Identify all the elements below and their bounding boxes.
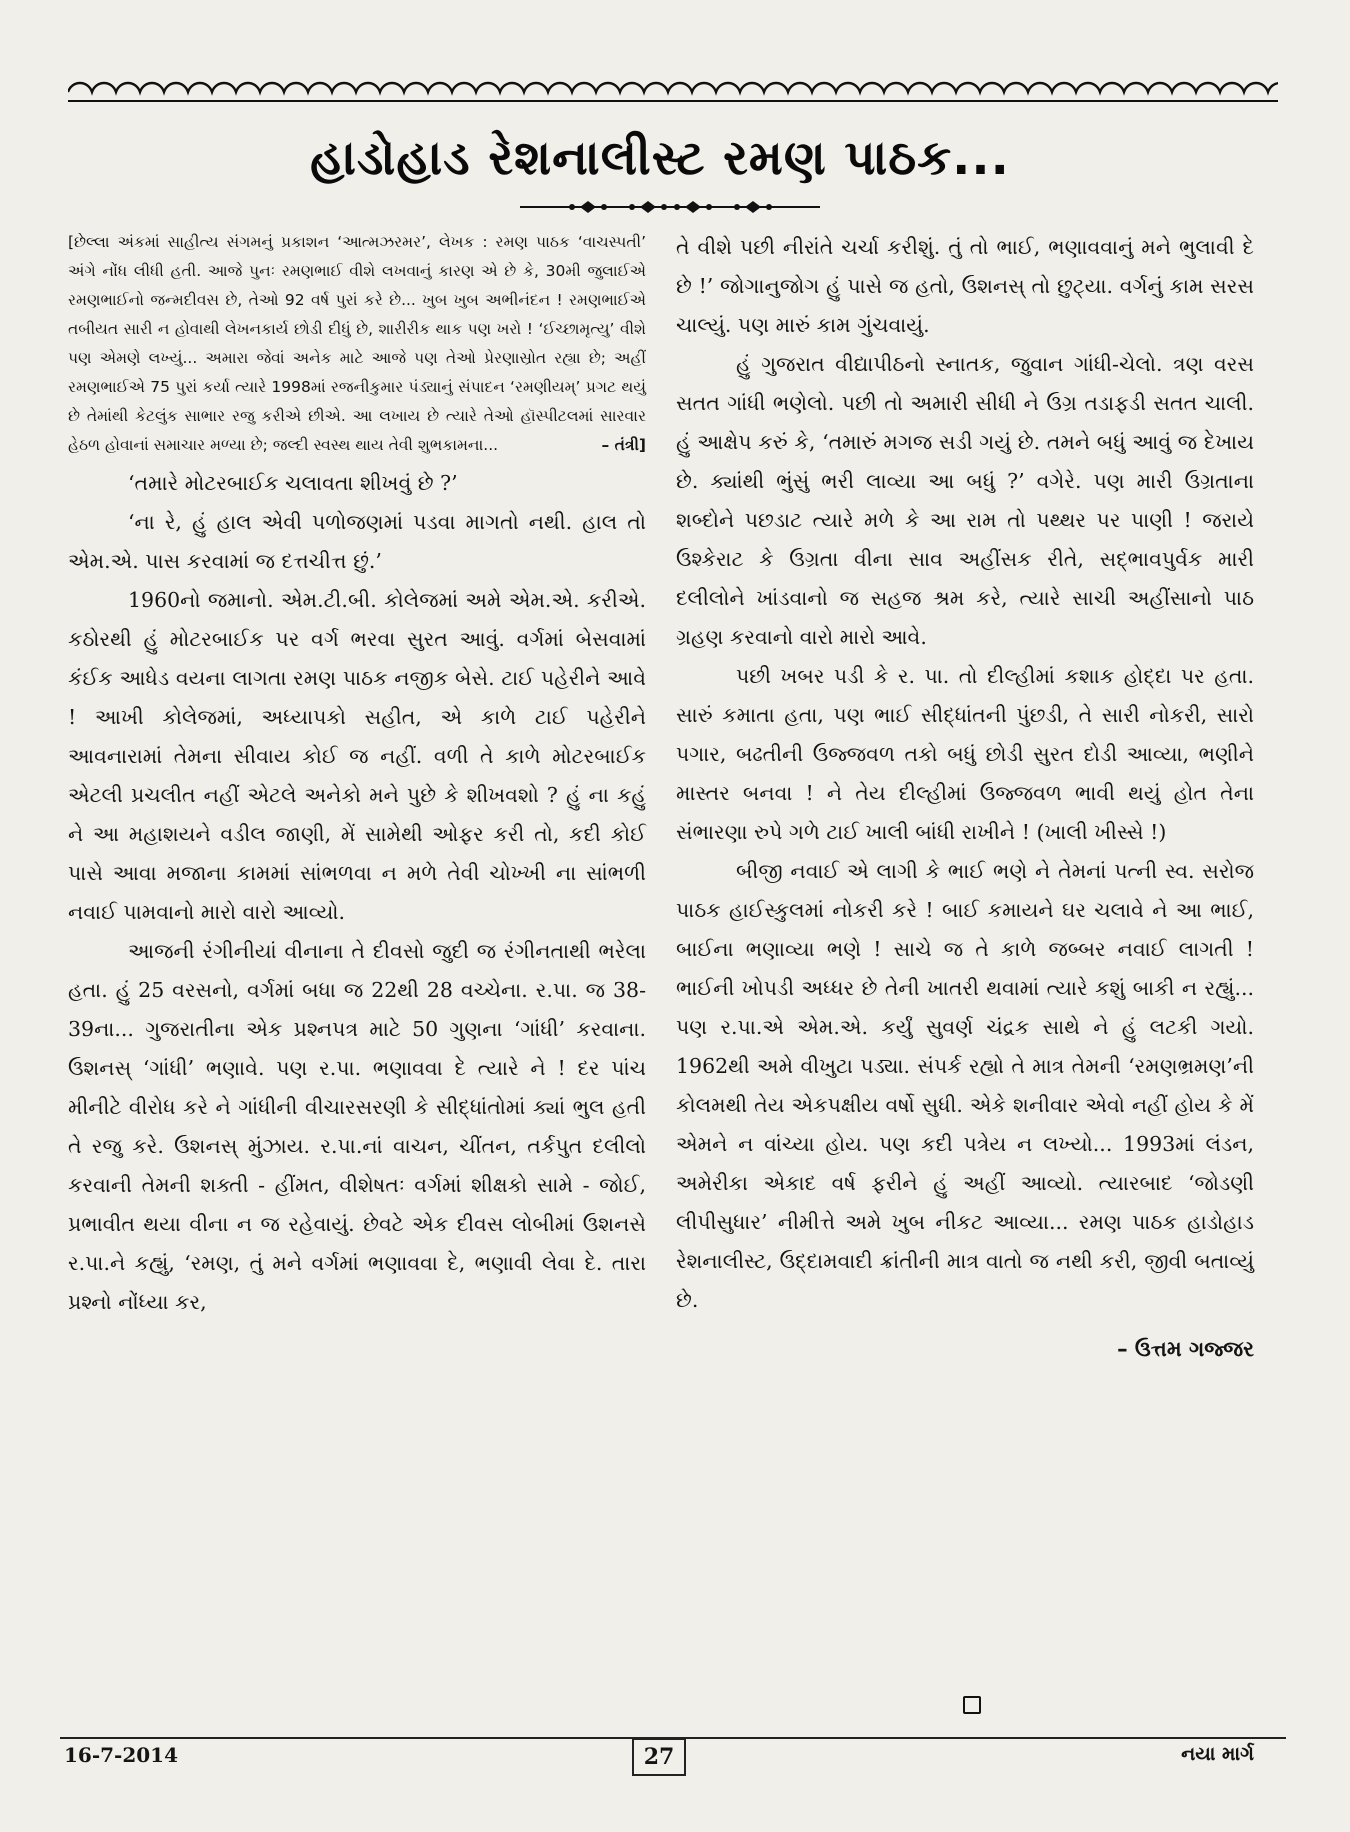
paragraph: પછી ખબર પડી કે ર. પા. તો દીલ્હીમાં કશાક હોદ્દા પર હતા. સારું કમાતા હતા, પણ ભાઈ સીદ્ધાંતની પુંછડી, તે સારી નોકરી, સારો પગાર, બઢતીની ઉજ્જવળ તકો બધું છોડી સુરત દોડી આવ્યા, ભણીને માસ્તર બનવા ! ને તેય દીલ્હીમાં ઉજ્જવળ ભાવી થયું હોત તેના સંભારણા રુપે ગળે ટાઈ ખાલી બાંધી રાખીને ! (ખાલી ખીસ્સે !) — [676, 664, 1254, 844]
article-title: હાડોહાડ રેશનાલીસ્ટ રમણ પાઠક... — [310, 130, 1010, 186]
paragraph: 1960નો જમાનો. એમ.ટી.બી. કોલેજમાં અમે એમ.એ. કરીએ. કઠોરથી હું મોટરબાઈક પર વર્ગ ભરવા સુરત આવું. વર્ગમાં બેસવામાં કંઈક આધેડ વયના લાગતા રમણ પાઠક નજીક બેસે. ટાઈ પહેરીને આવે ! આખી કોલેજમાં, અધ્યાપકો સહીત, એ કાળે ટાઈ પહેરીને આવનારામાં તેમના સીવાય કોઈ જ નહીં. વળી તે કાળે મોટરબાઈક એટલી પ્રચલીત નહીં એટલે અનેકો મને પુછે કે શીખવશો ? હું ના કહું ને આ મહાશયને વડીલ જાણી, મેં સામેથી ઓફર કરી તો, કદી કોઈ પાસે આવા મજાના કામમાં સાંભળવા ન મળે તેવી ચોખ્ખી ના સાંભળી નવાઈ પામવાનો મારો વારો આવ્યો. — [68, 588, 646, 924]
editor-signature: – તંત્રી] — [601, 436, 646, 454]
paragraph: ‘ના રે, હું હાલ એવી પળોજણમાં પડવા માગતો નથી. હાલ તો એમ.એ. પાસ કરવામાં જ દત્તચીત્ત છું.’ — [68, 510, 646, 573]
decorative-wave-border — [68, 80, 1278, 104]
editor-note: [છેલ્લા અંકમાં સાહીત્ય સંગમનું પ્રકાશન ‘આત્મઝરમર’, લેખક : રમણ પાઠક ‘વાચસ્પતી’ અંગે નોંધ લીધી હતી. આજે પુનઃ રમણભાઈ વીશે લખવાનું કારણ એ છે કે, 30મી જુલાઈએ રમણભાઈનો જન્મદીવસ છે, તેઓ 92 વર્ષ પુરાં કરે છે... ખુબ ખુબ અભીનંદન ! રમણભાઈએ તબીયત સારી ન હોવાથી લેખનકાર્ય છોડી દીધું છે, શારીરીક થાક પણ ખરો ! ‘ઈચ્છામૃત્યુ’ વીશે પણ એમણે લખ્યું... અમારા જેવાં અનેક માટે આજે પણ તેઓ પ્રેરણાસ્રોત રહ્યા છે; અહીં રમણભાઈએ 75 પુરાં કર્યા ત્યારે 1998માં રજનીકુમાર પંડ્યાનું સંપાદન ‘રમણીયમ્’ પ્રગટ થયું છે તેમાંથી કેટલુંક સાભાર રજુ કરીએ છીએ. આ લખાય છે ત્યારે તેઓ હૉસ્પીટલમાં સારવાર હેઠળ હોવાનાં સમાચાર મળ્યા છે; જલ્દી સ્વસ્થ થાય તેવી શુભકામના... – તંત્રી] — [68, 228, 646, 460]
paragraph: ‘તમારે મોટરબાઈક ચલાવતા શીખવું છે ?’ — [128, 471, 458, 495]
page-number: 27 — [632, 1738, 686, 1776]
paragraph: આજની રંગીનીયાં વીનાના તે દીવસો જુદી જ રંગીનતાથી ભરેલા હતા. હું 25 વરસનો, વર્ગમાં બધા જ 22થી 28 વચ્ચેના. ર.પા. જ 38-39ના... ગુજરાતીના એક પ્રશ્નપત્ર માટે 50 ગુણના ‘ગાંધી’ કરવાના. ઉશનસ્ ‘ગાંધી’ ભણાવે. પણ ર.પા. ભણાવવા દે ત્યારે ને ! દર પાંચ મીનીટે વીરોધ કરે ને ગાંધીની વીચારસરણી કે સીદ્ધાંતોમાં ક્યાં ભુલ હતી તે રજુ કરે. ઉશનસ્ મુંઝાય. ર.પા.નાં વાચન, ચીંતન, તર્કપુત દલીલો કરવાની તેમની શક્તી - હીંમત, વીશેષતઃ વર્ગમાં શીક્ષકો સામે - જોઈ, પ્રભાવીત થયા વીના ન જ રહેવાયું. છેવટે એક દીવસ લોબીમાં ઉશનસે ર.પા.ને કહ્યું, ‘રમણ, તું મને વર્ગમાં ભણાવવા દે, ભણાવી લેવા દે. તારા પ્રશ્નો નોંધ્યા કર, — [68, 939, 646, 1314]
magazine-name: નયા માર્ગ — [1181, 1743, 1254, 1765]
author-signature: – ઉત્તમ ગજ્જર — [1117, 1337, 1254, 1361]
issue-date: 16-7-2014 — [64, 1743, 179, 1767]
right-column — [676, 228, 1254, 1369]
title-ornament — [520, 196, 820, 218]
paragraph: તે વીશે પછી નીરાંતે ચર્ચા કરીશું. તું તો ભાઈ, ભણાવવાનું મને ભુલાવી દે છે !’ જોગાનુજોગ હું પાસે જ હતો, ઉશનસ્ તો છુટ્યા. વર્ગનું કામ સરસ ચાલ્યું. પણ મારું કામ ગુંચવાયું. — [676, 235, 1254, 337]
end-of-article-square-icon — [963, 1696, 981, 1714]
paragraph: બીજી નવાઈ એ લાગી કે ભાઈ ભણે ને તેમનાં પત્ની સ્વ. સરોજ પાઠક હાઈસ્કુલમાં નોકરી કરે ! બાઈ કમાયને ઘર ચલાવે ને આ ભાઈ, બાઈના ભણાવ્યા ભણે ! સાચે જ તે કાળે જબ્બર નવાઈ લાગતી ! ભાઈની ખોપડી અધ્ધર છે તેની ખાતરી થવામાં ત્યારે કશું બાકી ન રહ્યું... પણ ર.પા.એ એમ.એ. કર્યું સુવર્ણ ચંદ્રક સાથે ને હું લટકી ગયો. 1962થી અમે વીખુટા પડ્યા. સંપર્ક રહ્યો તે માત્ર તેમની ‘રમણભ્રમણ’ની કોલમથી તેય એકપક્ષીય વર્ષો સુધી. એકે શનીવાર એવો નહીં હોય કે મેં એમને ન વાંચ્યા હોય. પણ કદી પત્રેય ન લખ્યો... 1993માં લંડન, અમેરીકા એકાદ વર્ષ ફરીને હું અહીં આવ્યો. ત્યારબાદ ‘જોડણી લીપીસુધાર’ નીમીત્તે અમે ખુબ નીકટ આવ્યા... રમણ પાઠક હાડોહાડ રેશનાલીસ્ટ, ઉદ્દામવાદી ક્રાંતીની માત્ર વાતો જ નથી કરી, જીવી બતાવ્યું છે. — [676, 859, 1254, 1312]
left-column — [68, 228, 646, 1322]
paragraph: હું ગુજરાત વીદ્યાપીઠનો સ્નાતક, જુવાન ગાંધી-ચેલો. ત્રણ વરસ સતત ગાંધી ભણેલો. પછી તો અમારી સીધી ને ઉગ્ર તડાફડી સતત ચાલી. હું આક્ષેપ કરું કે, ‘તમારું મગજ સડી ગયું છે. તમને બધું આવું જ દેખાય છે. ક્યાંથી ભુંસું ભરી લાવ્યા આ બધું ?’ વગેરે. પણ મારી ઉગ્રતાના શબ્દોને પછડાટ ત્યારે મળે કે આ રામ તો પથ્થર પર પાણી ! જરાયે ઉશ્કેરાટ કે ઉગ્રતા વીના સાવ અહીંસક રીતે, સદ્ભાવપુર્વક મારી દલીલોને ખાંડવાનો જ સહજ શ્રમ કરે, ત્યારે સાચી અહીંસાનો પાઠ ગ્રહણ કરવાનો વારો મારો આવે. — [676, 352, 1254, 649]
